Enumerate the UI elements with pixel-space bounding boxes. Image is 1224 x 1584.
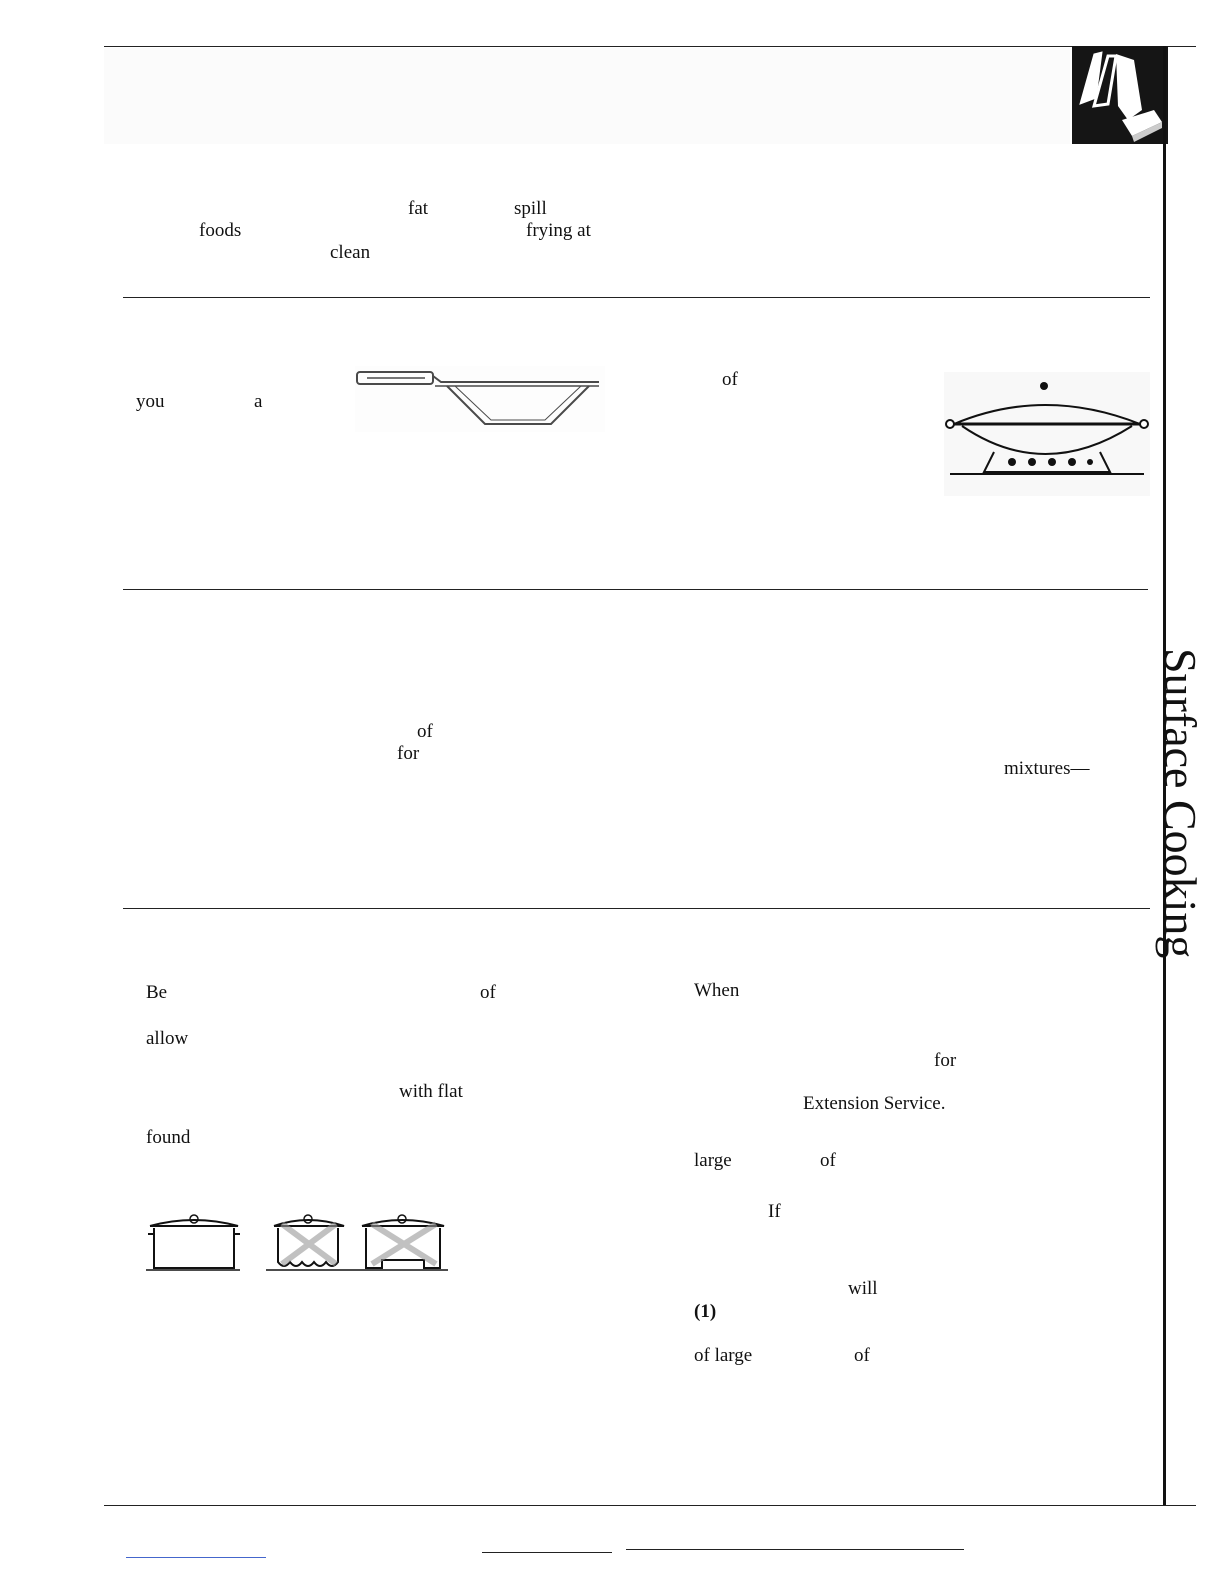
word-extension-service: Extension Service. [803, 1093, 946, 1114]
word-of-large: of large [694, 1345, 753, 1366]
word-fat: fat [408, 198, 429, 219]
word-frying-at: frying at [526, 220, 591, 241]
top-rule [104, 46, 1196, 47]
word-found: found [146, 1127, 191, 1148]
word-you: you [136, 391, 165, 412]
word-when: When [694, 980, 740, 1001]
side-section-title: Surface Cooking [1155, 648, 1206, 959]
word-of-left: of [480, 982, 496, 1003]
footer-rule-short [482, 1552, 612, 1553]
section-tab [1072, 46, 1168, 144]
word-for-right: for [934, 1050, 957, 1071]
word-if: If [768, 1201, 781, 1222]
word-of-wok: of [722, 369, 738, 390]
word-one-paren: (1) [694, 1301, 717, 1322]
section-divider-1 [123, 297, 1150, 298]
wok-on-ring-icon [944, 372, 1150, 496]
section-divider-3 [123, 908, 1150, 909]
finger-pressing-button-icon [1072, 46, 1168, 144]
bottom-rule [104, 1505, 1196, 1506]
word-a: a [254, 391, 263, 412]
footer-link-underline [126, 1557, 266, 1558]
frying-pan-icon [355, 366, 605, 432]
flat-bottom-pot-comparison-icon [146, 1210, 452, 1276]
word-of-right-1: of [820, 1150, 836, 1171]
word-foods: foods [199, 220, 242, 241]
word-allow: allow [146, 1028, 189, 1049]
header-band [104, 48, 1070, 144]
word-spill: spill [514, 198, 547, 219]
word-for-mid: for [397, 743, 420, 764]
word-of-right-2: of [854, 1345, 870, 1366]
word-clean: clean [330, 242, 371, 263]
word-of-mid: of [417, 721, 433, 742]
word-mixtures: mixtures— [1004, 758, 1090, 779]
word-large: large [694, 1150, 732, 1171]
word-will: will [848, 1278, 878, 1299]
footer-rule-long [626, 1549, 964, 1550]
section-divider-2 [123, 589, 1148, 590]
word-be: Be [146, 982, 168, 1003]
word-with-flat: with flat [399, 1081, 463, 1102]
